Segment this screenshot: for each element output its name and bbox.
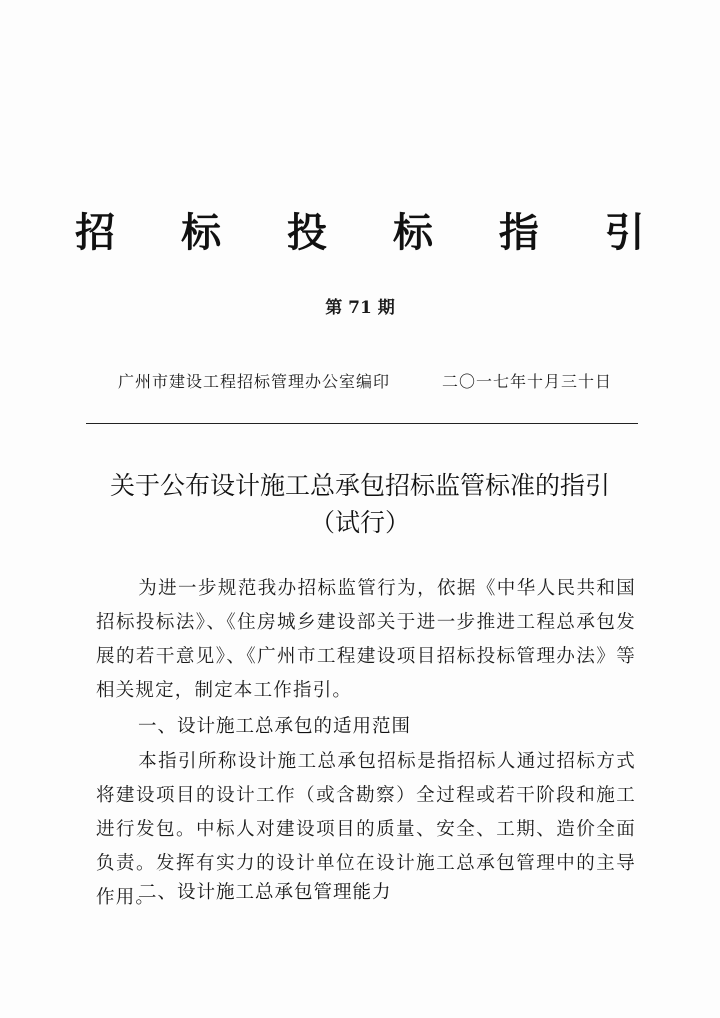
section-1-paragraph-text: 本指引所称设计施工总承包招标是指招标人通过招标方式将建设项目的设计工作（或含勘察）全过程或若干阶段和施工进行发包。中标人对建设项目的质量、安全、工期、造价全面负责。发挥有实力的设计单位在设计施工总承包管理中的主导作用。 [96,751,636,908]
section-heading-1: 一、设计施工总承包的适用范围 [138,716,412,737]
intro-paragraph [96,572,636,708]
intro-paragraph-text: 为进一步规范我办招标监管行为，依据《中华人民共和国招标投标法》、《住房城乡建设部关于进一步推进工程总承包发展的若干意见》、《广州市工程建设项目招标投标管理办法》等相关规定，制定本工作指引。 [96,578,636,701]
header-divider [86,423,638,424]
section-heading-2: 二、设计施工总承包管理能力 [138,882,392,903]
masthead-title: 招 标 投 标 指 引 [75,209,671,256]
publication-date: 二〇一七年十月三十日 [442,372,613,391]
document-title: 关于公布设计施工总承包招标监管标准的指引 [109,471,610,500]
document-subtitle: （试行） [309,508,410,537]
publisher-name: 广州市建设工程招标管理办公室编印 [118,372,391,391]
issue-number: 第 71 期 [325,298,395,318]
